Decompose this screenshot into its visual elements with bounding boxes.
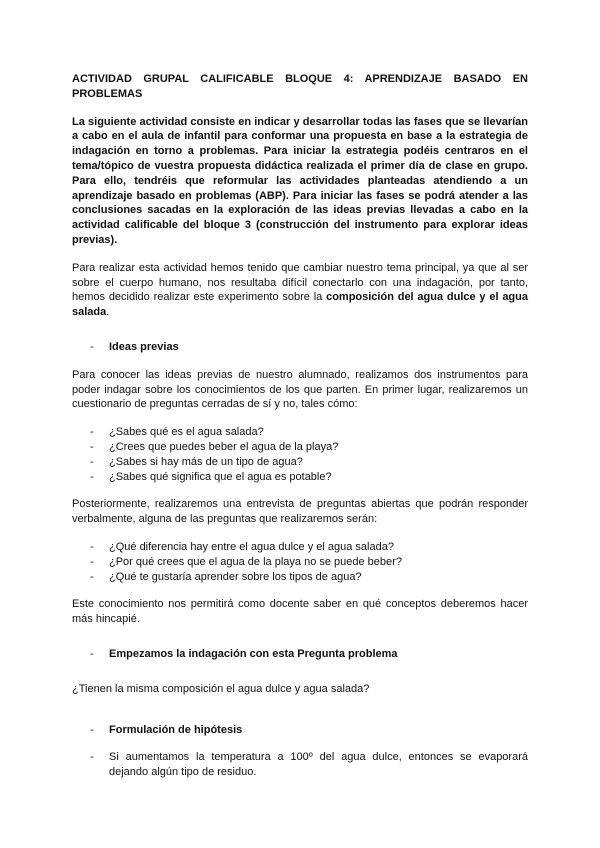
list-item: - ¿Qué te gustaría aprender sobre los tipos de agua? bbox=[90, 570, 528, 585]
topic-bold: composición del agua dulce y el agua salada bbox=[72, 291, 528, 319]
heading-pregunta-problema: - Empezamos la indagación con esta Pregunta problema bbox=[90, 647, 528, 662]
topic-end: . bbox=[106, 306, 110, 319]
list-item: - ¿Crees que puedes beber el agua de la playa? bbox=[90, 440, 528, 455]
heading-ideas-previas: - Ideas previas bbox=[90, 340, 528, 355]
problem-question: ¿Tienen la misma composición el agua dulce y agua salada? bbox=[72, 682, 370, 695]
list-item: - Si aumentamos la temperatura a 100º del agua dulce, entonces se evaporará dejando algún tipo de residuo. bbox=[90, 750, 528, 780]
interview-paragraph: Posteriormente, realizaremos una entrevista de preguntas abiertas que podrán responder verbalmente, alguna de las preguntas que realizaremos serán: bbox=[72, 498, 528, 526]
open-questions-list bbox=[72, 540, 528, 584]
document-page bbox=[72, 72, 528, 780]
heading-hipotesis: - Formulación de hipótesis bbox=[90, 723, 528, 738]
document-title: ACTIVIDAD GRUPAL CALIFICABLE BLOQUE 4: APRENDIZAJE BASADO EN PROBLEMAS bbox=[72, 73, 528, 100]
list-item: - ¿Sabes qué es el agua salada? bbox=[90, 425, 528, 440]
list-item: - ¿Sabes si hay más de un tipo de agua? bbox=[90, 455, 528, 470]
activity-instructions: La siguiente actividad consiste en indicar y desarrollar todas las fases que se llevarían a cabo en el aula de infantil para conformar una propuesta en base a la estrategia de indagación en torno a problemas. Para iniciar la estrategia podéis centraros en el tema/tópico de vuestra propuesta didáctica realizada el primer día de clase en grupo. Para ello, tendréis que reformular las actividades planteadas atendiendo a un aprendizaje basado en problemas (ABP). Para iniciar las fases se podrá atender a las conclusiones sacadas en la exploración de las ideas previas llevadas a cabo en la actividad calificable del bloque 3 (construcción del instrumento para explorar ideas previas). bbox=[72, 115, 528, 246]
list-item: - ¿Sabes qué significa que el agua es potable? bbox=[90, 470, 528, 485]
list-item: - ¿Por qué crees que el agua de la playa no se puede beber? bbox=[90, 555, 528, 570]
knowledge-paragraph: Este conocimiento nos permitirá como docente saber en qué conceptos deberemos hacer más hincapié. bbox=[72, 598, 528, 626]
closed-questions-list bbox=[72, 425, 528, 484]
topic-text: Para realizar esta actividad hemos tenido que cambiar nuestro tema principal, ya que al ser sobre el cuerpo humano, nos resultaba difícil conectarlo con una indagación, por tanto, hemos decidido realizar este experimento sobre la bbox=[72, 261, 528, 304]
ideas-paragraph: Para conocer las ideas previas de nuestro alumnado, realizamos dos instrumentos para poder indagar sobre los conocimientos de los que parten. En primer lugar, realizaremos un cuestionario de preguntas cerradas de sí y no, tales cómo: bbox=[72, 368, 528, 411]
topic-paragraph bbox=[72, 261, 528, 320]
hypothesis-list bbox=[72, 750, 528, 780]
list-item: - ¿Qué diferencia hay entre el agua dulce y el agua salada? bbox=[90, 540, 528, 555]
